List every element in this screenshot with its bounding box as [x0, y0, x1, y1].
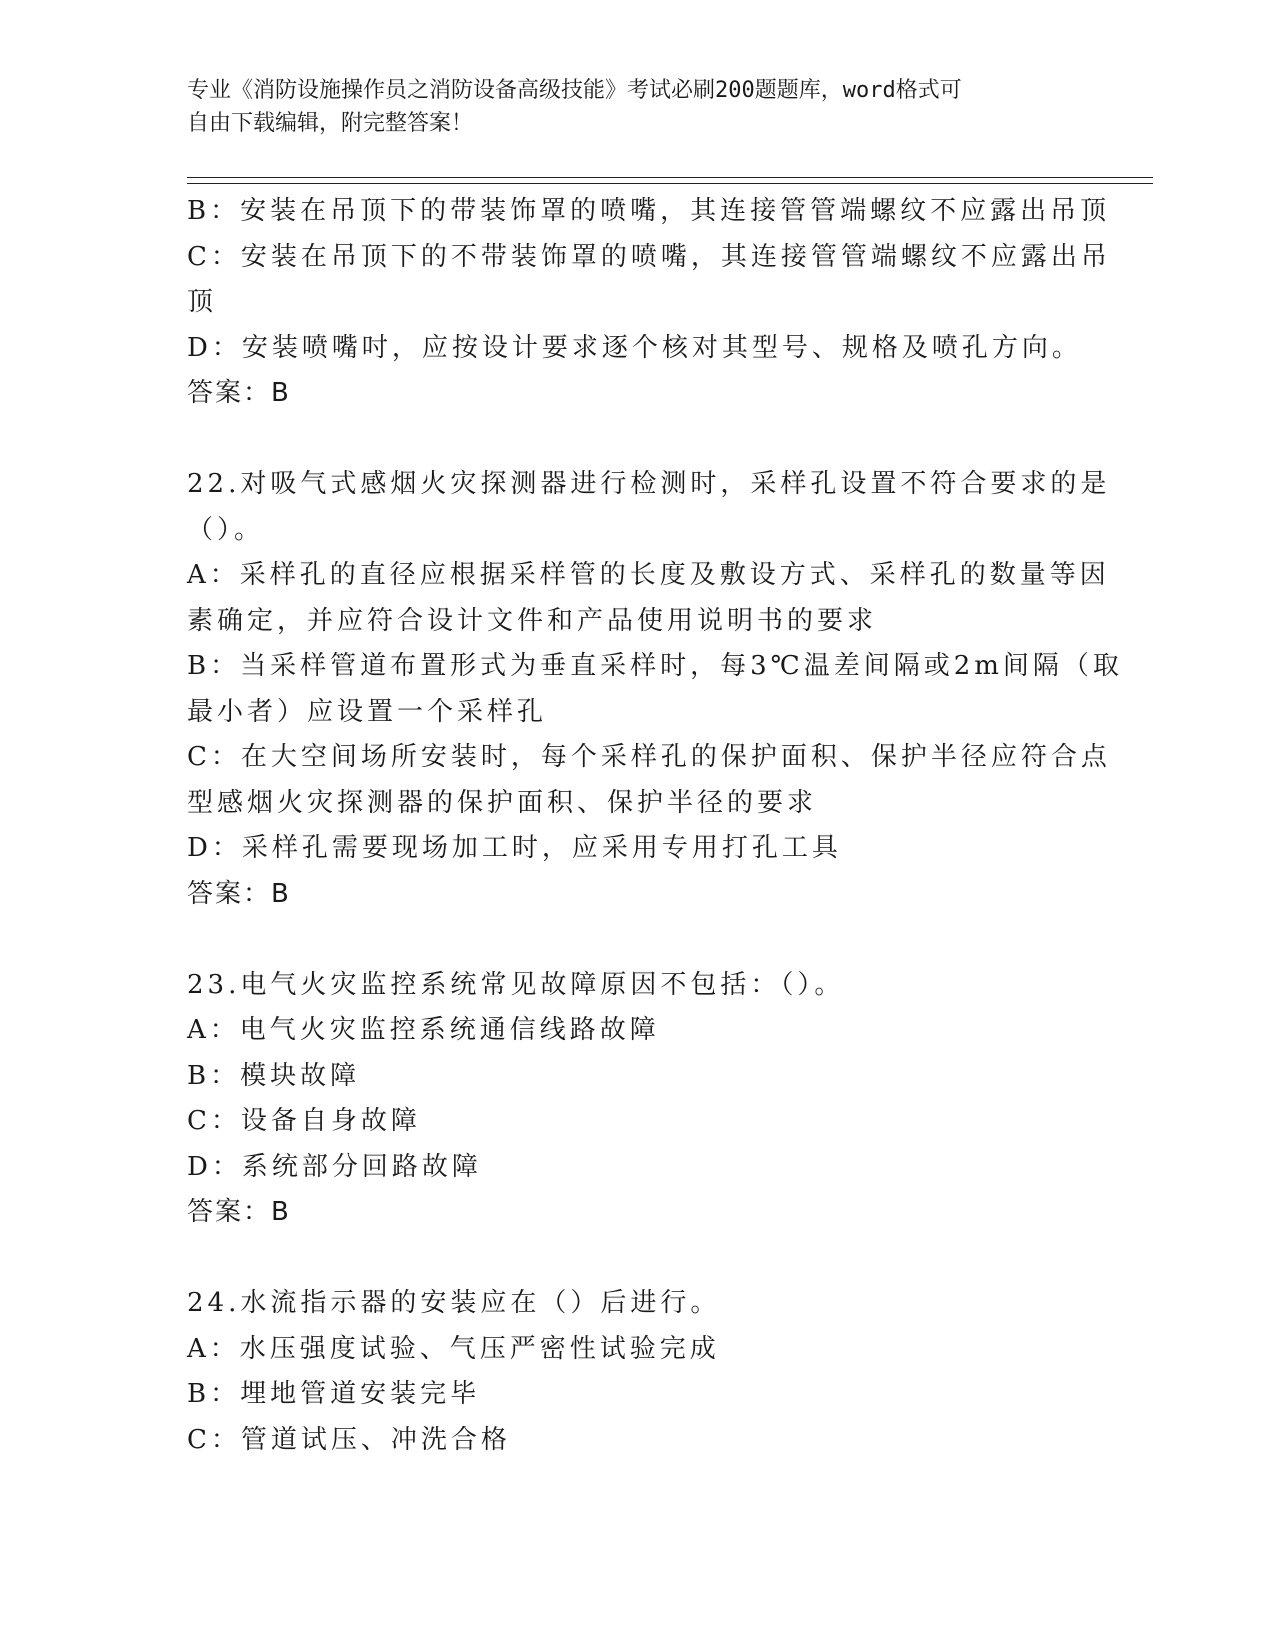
option-line: D：系统部分回路故障: [187, 1151, 482, 1182]
document-header: [187, 74, 1067, 140]
header-line-2: 自由下载编辑，附完整答案！: [187, 111, 474, 136]
option-line: 最小者）应设置一个采样孔: [187, 696, 548, 727]
answer-line: 答案：B: [187, 378, 291, 408]
block-gap: [187, 917, 1087, 963]
option-line: D：采样孔需要现场加工时，应采用专用打孔工具: [187, 833, 842, 863]
option-line: 型感烟火灾探测器的保护面积、保护半径的要求: [187, 787, 818, 818]
block-gap: [187, 1236, 1087, 1282]
option-line: B：当采样管道布置形式为垂直采样时，每3℃温差间隔或2m间隔（取: [187, 651, 1123, 681]
option-line: A：电气火灾监控系统通信线路故障: [187, 1015, 660, 1045]
header-line-1: 专业《消防设施操作员之消防设备高级技能》考试必刷200题题库，word格式可: [187, 78, 962, 103]
option-line: B：安装在吊顶下的带装饰罩的喷嘴，其连接管管端螺纹不应露出吊顶: [187, 196, 1111, 226]
question-content: [187, 189, 1123, 1463]
option-line: 顶: [187, 287, 218, 317]
block-gap: [187, 417, 1087, 463]
answer-line: 答案：B: [187, 1197, 291, 1227]
option-line: B：模块故障: [187, 1060, 361, 1091]
option-line: C：设备自身故障: [187, 1106, 421, 1136]
option-line: 素确定，并应符合设计文件和产品使用说明书的要求: [187, 605, 878, 636]
option-line: B：埋地管道安装完毕: [187, 1379, 481, 1409]
question-line: （）。: [187, 514, 265, 545]
answer-line: 答案：B: [187, 878, 291, 909]
header-divider-top: [187, 177, 1153, 178]
option-line: D：安装喷嘴吋，应按设计要求逐个核对其型号、规格及喷孔方向。: [187, 332, 1082, 363]
question-line: 24.水流指示器的安装应在（）后进行。: [187, 1288, 721, 1318]
option-line: A：采样孔的直径应根据采样管的长度及敷设方式、采样孔的数量等因: [187, 560, 1110, 590]
option-line: C：管道试压、冲洗合格: [187, 1424, 511, 1455]
option-line: C：在大空间场所安装时，每个采样孔的保护面积、保护半径应符合点: [187, 742, 1111, 772]
question-line: 23.电气火灾监控系统常见故障原因不包括：（）。: [187, 969, 845, 1000]
question-line: 22.对吸气式感烟火灾探测器进行检测时，采样孔设置不符合要求的是: [187, 469, 1111, 499]
option-line: C：安装在吊顶下的不带装饰罩的喷嘴，其连接管管端螺纹不应露出吊: [187, 241, 1111, 272]
option-line: A：水压强度试验、气压严密性试验完成: [187, 1333, 720, 1364]
header-divider-bottom: [187, 183, 1153, 184]
